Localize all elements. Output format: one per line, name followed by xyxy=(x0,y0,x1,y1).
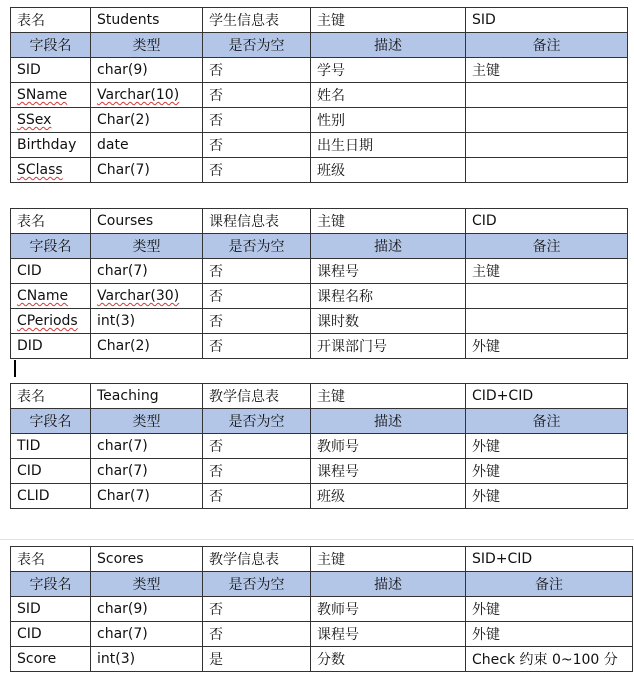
nullable-cell: 否 xyxy=(203,459,311,484)
table-name-label: 表名 xyxy=(11,384,91,409)
column-header-field-name: 字段名 xyxy=(11,33,91,58)
column-header-nullable: 是否为空 xyxy=(203,572,311,597)
field-name-cell xyxy=(11,83,91,108)
field-type-cell: Char(7) xyxy=(91,484,203,509)
description-cell: 分数 xyxy=(311,647,466,672)
column-header-type: 类型 xyxy=(91,409,203,434)
table-row xyxy=(11,622,633,647)
table-description: 课程信息表 xyxy=(203,209,311,234)
spellcheck-underlined-text: Varchar(10) xyxy=(97,87,180,103)
table-name-label: 表名 xyxy=(11,8,91,33)
remark-cell xyxy=(466,108,628,133)
column-header-nullable: 是否为空 xyxy=(203,33,311,58)
column-header-description: 描述 xyxy=(311,409,466,434)
table-meta-row xyxy=(11,547,633,572)
column-header-remark: 备注 xyxy=(466,572,633,597)
field-name-cell xyxy=(11,158,91,183)
field-name-cell xyxy=(11,284,91,309)
field-type-cell: char(9) xyxy=(91,597,203,622)
column-header-row xyxy=(11,234,628,259)
field-type-cell: int(3) xyxy=(91,647,203,672)
table-row xyxy=(11,83,628,108)
description-cell: 课时数 xyxy=(311,309,466,334)
remark-cell xyxy=(466,83,628,108)
column-header-row xyxy=(11,33,628,58)
field-type-cell xyxy=(91,284,203,309)
column-header-remark: 备注 xyxy=(466,409,628,434)
description-cell: 课程号 xyxy=(311,459,466,484)
table-meta-row xyxy=(11,209,628,234)
description-cell: 学号 xyxy=(311,58,466,83)
description-cell: 出生日期 xyxy=(311,133,466,158)
description-cell: 教师号 xyxy=(311,434,466,459)
page-divider xyxy=(0,539,634,540)
field-type-cell xyxy=(91,83,203,108)
description-cell: 课程号 xyxy=(311,622,466,647)
field-name-cell: TID xyxy=(11,434,91,459)
column-header-field-name: 字段名 xyxy=(11,234,91,259)
field-name-cell: Score xyxy=(11,647,91,672)
description-cell: 教师号 xyxy=(311,597,466,622)
remark-cell: 主键 xyxy=(466,58,628,83)
column-header-type: 类型 xyxy=(91,33,203,58)
field-name-cell xyxy=(11,309,91,334)
field-name-cell: SID xyxy=(11,597,91,622)
primary-key-label: 主键 xyxy=(311,209,466,234)
field-type-cell: Char(2) xyxy=(91,108,203,133)
table-row xyxy=(11,434,628,459)
table-row xyxy=(11,259,628,284)
primary-key-value: CID xyxy=(466,209,628,234)
field-type-cell: Char(7) xyxy=(91,158,203,183)
description-cell: 开课部门号 xyxy=(311,334,466,359)
spellcheck-underlined-text: SName xyxy=(17,87,68,103)
table-row xyxy=(11,647,633,672)
primary-key-value: CID+CID xyxy=(466,384,628,409)
remark-cell: Check 约束 0~100 分 xyxy=(466,647,633,672)
nullable-cell: 否 xyxy=(203,108,311,133)
nullable-cell: 否 xyxy=(203,133,311,158)
table-name: Teaching xyxy=(91,384,203,409)
students-table xyxy=(10,7,628,183)
field-type-cell: char(7) xyxy=(91,459,203,484)
column-header-remark: 备注 xyxy=(466,234,628,259)
remark-cell: 主键 xyxy=(466,259,628,284)
column-header-description: 描述 xyxy=(311,572,466,597)
field-type-cell: int(3) xyxy=(91,309,203,334)
remark-cell: 外键 xyxy=(466,597,633,622)
table-row xyxy=(11,58,628,83)
field-name-cell: CID xyxy=(11,259,91,284)
remark-cell xyxy=(466,309,628,334)
primary-key-value: SID xyxy=(466,8,628,33)
description-cell: 姓名 xyxy=(311,83,466,108)
field-type-cell: Char(2) xyxy=(91,334,203,359)
field-type-cell: date xyxy=(91,133,203,158)
primary-key-label: 主键 xyxy=(311,8,466,33)
table-row xyxy=(11,108,628,133)
nullable-cell: 否 xyxy=(203,58,311,83)
column-header-remark: 备注 xyxy=(466,33,628,58)
description-cell: 课程号 xyxy=(311,259,466,284)
field-name-cell: Birthday xyxy=(11,133,91,158)
column-header-row xyxy=(11,572,633,597)
field-type-cell: char(9) xyxy=(91,58,203,83)
spellcheck-underlined-text: Varchar(30) xyxy=(97,288,180,304)
field-name-cell: DID xyxy=(11,334,91,359)
field-type-cell: char(7) xyxy=(91,622,203,647)
remark-cell: 外键 xyxy=(466,459,628,484)
field-name-cell: SID xyxy=(11,58,91,83)
table-name: Courses xyxy=(91,209,203,234)
field-name-cell: CLID xyxy=(11,484,91,509)
spellcheck-underlined-text: SClass xyxy=(17,162,63,178)
nullable-cell: 否 xyxy=(203,158,311,183)
primary-key-value: SID+CID xyxy=(466,547,633,572)
spellcheck-underlined-text: CPeriods xyxy=(17,313,78,329)
description-cell: 班级 xyxy=(311,484,466,509)
field-name-cell xyxy=(11,108,91,133)
remark-cell: 外键 xyxy=(466,484,628,509)
primary-key-label: 主键 xyxy=(311,384,466,409)
nullable-cell: 否 xyxy=(203,334,311,359)
table-name-label: 表名 xyxy=(11,547,91,572)
table-description: 教学信息表 xyxy=(203,384,311,409)
description-cell: 性别 xyxy=(311,108,466,133)
field-name-cell: CID xyxy=(11,622,91,647)
courses-table xyxy=(10,208,628,359)
table-row xyxy=(11,334,628,359)
table-row xyxy=(11,484,628,509)
nullable-cell: 否 xyxy=(203,309,311,334)
field-type-cell: char(7) xyxy=(91,259,203,284)
nullable-cell: 否 xyxy=(203,484,311,509)
table-description: 教学信息表 xyxy=(203,547,311,572)
nullable-cell: 是 xyxy=(203,647,311,672)
table-name: Scores xyxy=(91,547,203,572)
text-cursor xyxy=(14,360,16,377)
table-row xyxy=(11,459,628,484)
table-meta-row xyxy=(11,384,628,409)
nullable-cell: 否 xyxy=(203,259,311,284)
table-row xyxy=(11,309,628,334)
table-row xyxy=(11,597,633,622)
nullable-cell: 否 xyxy=(203,597,311,622)
nullable-cell: 否 xyxy=(203,284,311,309)
column-header-type: 类型 xyxy=(91,572,203,597)
table-row xyxy=(11,284,628,309)
remark-cell xyxy=(466,158,628,183)
spellcheck-underlined-text: CName xyxy=(17,288,69,304)
column-header-type: 类型 xyxy=(91,234,203,259)
table-name-label: 表名 xyxy=(11,209,91,234)
column-header-field-name: 字段名 xyxy=(11,409,91,434)
column-header-field-name: 字段名 xyxy=(11,572,91,597)
table-description: 学生信息表 xyxy=(203,8,311,33)
nullable-cell: 否 xyxy=(203,83,311,108)
primary-key-label: 主键 xyxy=(311,547,466,572)
column-header-row xyxy=(11,409,628,434)
table-name: Students xyxy=(91,8,203,33)
column-header-nullable: 是否为空 xyxy=(203,234,311,259)
remark-cell: 外键 xyxy=(466,334,628,359)
teaching-table xyxy=(10,383,628,509)
table-meta-row xyxy=(11,8,628,33)
nullable-cell: 否 xyxy=(203,434,311,459)
table-row xyxy=(11,133,628,158)
remark-cell xyxy=(466,284,628,309)
column-header-nullable: 是否为空 xyxy=(203,409,311,434)
nullable-cell: 否 xyxy=(203,622,311,647)
remark-cell: 外键 xyxy=(466,434,628,459)
column-header-description: 描述 xyxy=(311,33,466,58)
remark-cell xyxy=(466,133,628,158)
column-header-description: 描述 xyxy=(311,234,466,259)
remark-cell: 外键 xyxy=(466,622,633,647)
field-name-cell: CID xyxy=(11,459,91,484)
scores-table xyxy=(10,546,633,672)
description-cell: 班级 xyxy=(311,158,466,183)
field-type-cell: char(7) xyxy=(91,434,203,459)
spellcheck-underlined-text: SSex xyxy=(17,112,52,128)
table-row xyxy=(11,158,628,183)
description-cell: 课程名称 xyxy=(311,284,466,309)
